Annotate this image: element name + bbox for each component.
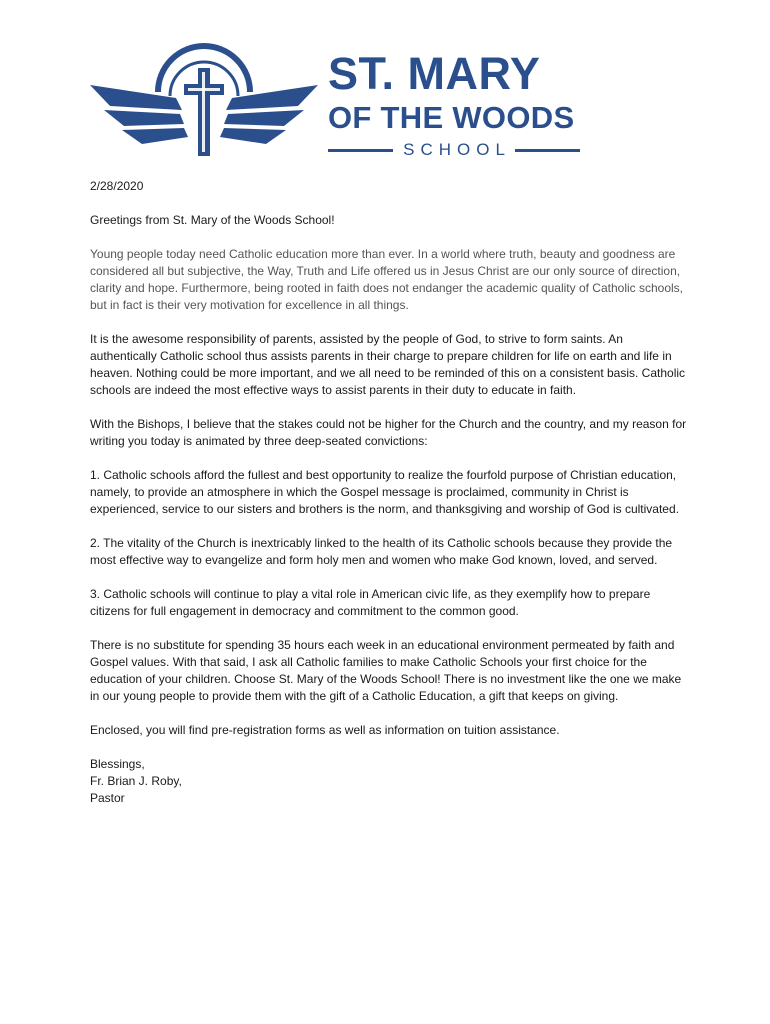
school-name-line2: OF THE WOODS [328, 100, 575, 135]
letter-date: 2/28/2020 [90, 179, 144, 193]
letter-greeting: Greetings from St. Mary of the Woods School! [90, 213, 335, 227]
paragraph: 2. The vitality of the Church is inextricably linked to the health of its Catholic schools because they provide the most effective way to evangelize and form holy men and women who make God known, loved, and served. [90, 536, 673, 567]
divider [515, 149, 580, 152]
paragraph: 1. Catholic schools afford the fullest and best opportunity to realize the fourfold purpose of Christian education, namely, to provide an atmosphere in which the Gospel message is proclaimed, community in Christ is experienced, service to our sisters and brothers is the norm, and thanksgiving and worship of God is cultivated. [90, 468, 679, 516]
paragraph: There is no substitute for spending 35 hours each week in an educational environment permeated by faith and Gospel values. With that said, I ask all Catholic families to make Catholic Schools your first choice for the education of your children. Choose St. Mary of the Woods School! There is no investment like the one we make in our young people to provide them with the gift of a Catholic Education, a gift that keeps on giving. [90, 638, 682, 703]
paragraph: With the Bishops, I believe that the stakes could not be higher for the Church and the country, and my reason for writing you today is animated by three deep-seated convictions: [90, 417, 687, 448]
paragraph: Enclosed, you will find pre-registration forms as well as information on tuition assistance. [90, 723, 560, 737]
letter-body [90, 178, 690, 807]
letterhead [88, 40, 588, 170]
signature-block [90, 756, 690, 807]
signer-name: Fr. Brian J. Roby, [90, 774, 182, 788]
school-name-line3-row [328, 140, 580, 160]
closing: Blessings, [90, 757, 145, 771]
signer-title: Pastor [90, 791, 125, 805]
school-name-line3: SCHOOL [403, 140, 511, 159]
paragraph: 3. Catholic schools will continue to play a vital role in American civic life, as they exemplify how to prepare citizens for full engagement in democracy and commitment to the common good. [90, 587, 651, 618]
paragraph: Young people today need Catholic education more than ever. In a world where truth, beauty and goodness are considered all but subjective, the Way, Truth and Life offered us in Jesus Christ are our only source of direction, clarity and hope. Furthermore, being rooted in faith does not endanger the academic quality of Catholic schools, but in fact is their very motivation for excellence in all things. [90, 247, 684, 312]
school-wordmark [328, 50, 588, 160]
divider [328, 149, 393, 152]
paragraph: It is the awesome responsibility of parents, assisted by the people of God, to strive to form saints. An authentically Catholic school thus assists parents in their charge to prepare children for life on earth and life in heaven. Nothing could be more important, and we all need to be reminded of this on a consistent basis. Catholic schools are indeed the most effective ways to assist parents in their duty to educate in faith. [90, 332, 686, 397]
winged-cross-icon [88, 40, 320, 160]
school-name-line1: ST. MARY [328, 48, 541, 99]
